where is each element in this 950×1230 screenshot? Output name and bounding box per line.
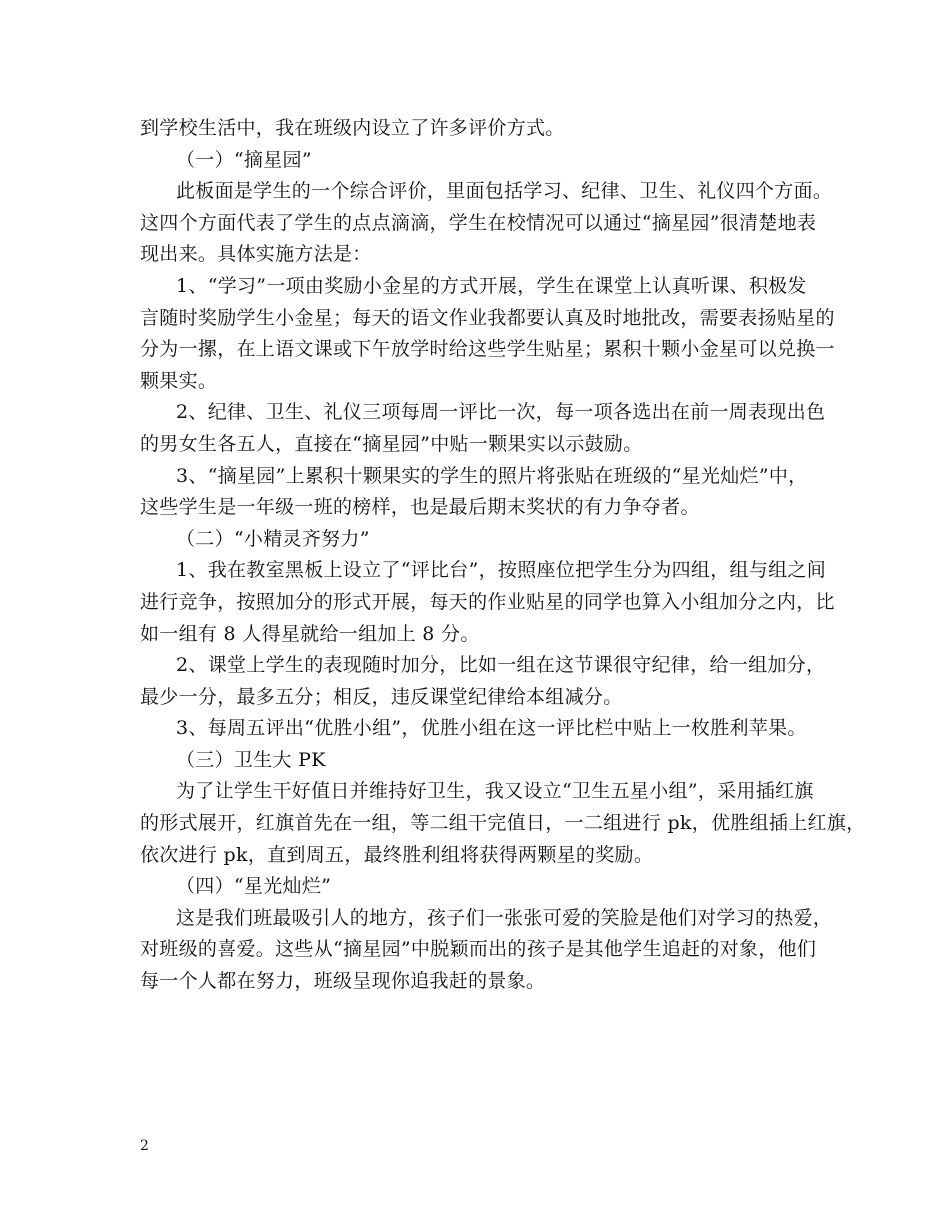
text-line: 2、纪律、卫生、礼仪三项每周一评比一次，每一项各选出在前一周表现出色 <box>176 401 826 424</box>
text-line: 这些学生是一年级一班的榜样，也是最后期末奖状的有力争夺者。 <box>140 496 700 519</box>
text-line: （三）卫生大 PK <box>176 748 326 771</box>
text-line: 3、每周五评出“优胜小组”，优胜小组在这一评比栏中贴上一枚胜利苹果。 <box>176 717 807 740</box>
text-line: 为了让学生干好值日并维持好卫生，我又设立“卫生五星小组”，采用插红旗 <box>176 780 814 803</box>
text-line: 如一组有 8 人得星就给一组加上 8 分。 <box>140 622 480 645</box>
text-line: 现出来。具体实施方法是： <box>140 243 372 266</box>
text-line: 依次进行 pk，直到周五，最终胜利组将获得两颗星的奖励。 <box>140 843 654 866</box>
text-line: 到学校生活中，我在班级内设立了许多评价方式。 <box>140 117 565 139</box>
text-line: 分为一摞，在上语文课或下午放学时给这些学生贴星；累积十颗小金星可以兑换一 <box>140 338 835 361</box>
text-line: 的形式展开，红旗首先在一组，等二组干完值日，一二组进行 pk，优胜组插上红旗， <box>140 812 866 835</box>
text-line: 这四个方面代表了学生的点点滴滴，学生在校情况可以通过“摘星园”很清楚地表 <box>140 211 817 234</box>
text-line: （四）“星光灿烂” <box>176 875 332 898</box>
text-line: 2、课堂上学生的表现随时加分，比如一组在这节课很守纪律，给一组加分， <box>176 654 826 677</box>
page-number: 2 <box>140 1138 149 1154</box>
text-line: 进行竞争，按照加分的形式开展，每天的作业贴星的同学也算入小组加分之内，比 <box>140 590 835 613</box>
text-line: 最少一分，最多五分；相反，违反课堂纪律给本组减分。 <box>140 685 623 708</box>
text-line: （二）“小精灵齐努力” <box>176 527 370 550</box>
text-line: 的男女生各五人，直接在“摘星园”中贴一颗果实以示鼓励。 <box>140 432 643 455</box>
text-line: 这是我们班最吸引人的地方，孩子们一张张可爱的笑脸是他们对学习的热爱， <box>176 906 833 929</box>
document-body <box>140 113 866 998</box>
text-line: 颗果实。 <box>140 369 218 392</box>
text-line: 此板面是学生的一个综合评价，里面包括学习、纪律、卫生、礼仪四个方面。 <box>176 180 833 203</box>
text-line: 1、我在教室黑板上设立了“评比台”，按照座位把学生分为四组，组与组之间 <box>176 559 827 582</box>
text-line: 言随时奖励学生小金星；每天的语文作业我都要认真及时地批改，需要表扬贴星的 <box>140 306 835 329</box>
text-line: （一）“摘星园” <box>176 148 312 171</box>
text-line: 3、“摘星园”上累积十颗果实的学生的照片将张贴在班级的“星光灿烂”中， <box>176 464 808 487</box>
text-line: 每一个人都在努力，班级呈现你追我赶的景象。 <box>140 970 546 993</box>
text-line: 对班级的喜爱。这些从“摘星园”中脱颖而出的孩子是其他学生追赶的对象，他们 <box>140 938 817 961</box>
text-line: 1、“学习”一项由奖励小金星的方式开展，学生在课堂上认真听课、积极发 <box>176 274 807 297</box>
